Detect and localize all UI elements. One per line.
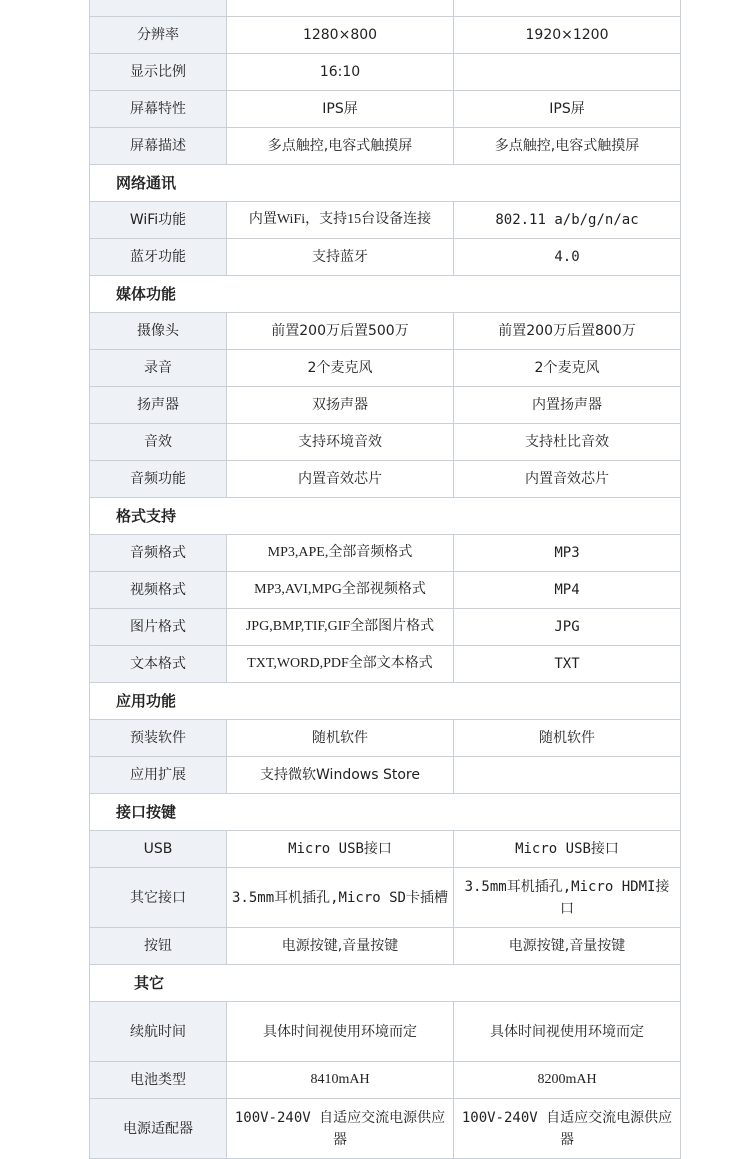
spec-label: WiFi功能: [90, 202, 227, 239]
spec-label: 其它接口: [90, 868, 227, 928]
section-title: 接口按键: [90, 794, 681, 831]
spec-label: 音效: [90, 424, 227, 461]
spec-value-model-2: [454, 0, 681, 17]
section-header-row: [90, 683, 681, 720]
spec-label: 视频格式: [90, 572, 227, 609]
spec-table-body: [90, 0, 681, 1159]
spec-value-model-1: 支持环境音效: [227, 424, 454, 461]
spec-row: [90, 202, 681, 239]
spec-value-model-1: 电源按键,音量按键: [227, 928, 454, 965]
spec-value-model-1: 双扬声器: [227, 387, 454, 424]
spec-label: 显示比例: [90, 54, 227, 91]
spec-value-model-1: 16:10: [227, 54, 454, 91]
spec-row: [90, 720, 681, 757]
spec-value-model-2: 内置扬声器: [454, 387, 681, 424]
section-title: 应用功能: [90, 683, 681, 720]
spec-row: [90, 424, 681, 461]
spec-value-model-2: 3.5mm耳机插孔,Micro HDMI接口: [454, 868, 681, 928]
spec-label: 图片格式: [90, 609, 227, 646]
spec-value-model-1: 2个麦克风: [227, 350, 454, 387]
spec-value-model-1: IPS屏: [227, 91, 454, 128]
spec-value-model-2: 支持杜比音效: [454, 424, 681, 461]
section-header-row: [90, 165, 681, 202]
spec-row: [90, 0, 681, 17]
spec-value-model-1: [227, 0, 454, 17]
spec-value-model-1: MP3,APE,全部音频格式: [227, 535, 454, 572]
spec-value-model-1: 1280×800: [227, 17, 454, 54]
spec-row: [90, 91, 681, 128]
spec-label: 续航时间: [90, 1002, 227, 1062]
spec-label: 扬声器: [90, 387, 227, 424]
spec-label: 摄像头: [90, 313, 227, 350]
spec-value-model-1: 具体时间视使用环境而定: [227, 1002, 454, 1062]
spec-label: 按钮: [90, 928, 227, 965]
spec-row: [90, 17, 681, 54]
spec-row: [90, 831, 681, 868]
spec-row: [90, 609, 681, 646]
spec-value-model-1: 前置200万后置500万: [227, 313, 454, 350]
spec-row: [90, 387, 681, 424]
spec-value-model-1: MP3,AVI,MPG全部视频格式: [227, 572, 454, 609]
spec-value-model-1: 支持蓝牙: [227, 239, 454, 276]
spec-value-model-2: 电源按键,音量按键: [454, 928, 681, 965]
spec-value-model-2: 4.0: [454, 239, 681, 276]
section-title: 其它: [90, 965, 681, 1002]
section-header-row: [90, 794, 681, 831]
spec-value-model-2: 802.11 a/b/g/n/ac: [454, 202, 681, 239]
spec-row: [90, 928, 681, 965]
spec-label: 分辨率: [90, 17, 227, 54]
spec-value-model-1: TXT,WORD,PDF全部文本格式: [227, 646, 454, 683]
spec-value-model-1: 100V-240V 自适应交流电源供应器: [227, 1099, 454, 1159]
spec-label: 应用扩展: [90, 757, 227, 794]
spec-row: [90, 572, 681, 609]
spec-table: [89, 0, 681, 1159]
spec-label: 电源适配器: [90, 1099, 227, 1159]
spec-value-model-2: [454, 54, 681, 91]
spec-label: 屏幕特性: [90, 91, 227, 128]
spec-value-model-2: 1920×1200: [454, 17, 681, 54]
section-title: 格式支持: [90, 498, 681, 535]
spec-row: [90, 54, 681, 91]
spec-value-model-2: 随机软件: [454, 720, 681, 757]
spec-value-model-1: 内置WiFi，支持15台设备连接: [227, 202, 454, 239]
spec-value-model-2: IPS屏: [454, 91, 681, 128]
spec-table-container: [89, 0, 680, 1159]
spec-label: [90, 0, 227, 17]
spec-label: 音频格式: [90, 535, 227, 572]
spec-row: [90, 128, 681, 165]
spec-value-model-2: 内置音效芯片: [454, 461, 681, 498]
spec-row: [90, 1002, 681, 1062]
spec-label: 录音: [90, 350, 227, 387]
section-header-row: [90, 276, 681, 313]
spec-label: 电池类型: [90, 1062, 227, 1099]
spec-row: [90, 646, 681, 683]
spec-label: 蓝牙功能: [90, 239, 227, 276]
spec-label: USB: [90, 831, 227, 868]
spec-value-model-2: TXT: [454, 646, 681, 683]
spec-value-model-2: [454, 757, 681, 794]
spec-label: 屏幕描述: [90, 128, 227, 165]
spec-value-model-1: 8410mAH: [227, 1062, 454, 1099]
spec-value-model-1: 支持微软Windows Store: [227, 757, 454, 794]
spec-value-model-2: 具体时间视使用环境而定: [454, 1002, 681, 1062]
spec-value-model-1: 内置音效芯片: [227, 461, 454, 498]
spec-value-model-1: 多点触控,电容式触摸屏: [227, 128, 454, 165]
spec-row: [90, 535, 681, 572]
spec-value-model-2: MP3: [454, 535, 681, 572]
section-header-row: [90, 498, 681, 535]
spec-value-model-1: 随机软件: [227, 720, 454, 757]
spec-label: 文本格式: [90, 646, 227, 683]
spec-value-model-2: MP4: [454, 572, 681, 609]
spec-label: 预装软件: [90, 720, 227, 757]
section-title: 媒体功能: [90, 276, 681, 313]
spec-row: [90, 239, 681, 276]
spec-value-model-2: 多点触控,电容式触摸屏: [454, 128, 681, 165]
spec-value-model-2: 8200mAH: [454, 1062, 681, 1099]
spec-row: [90, 461, 681, 498]
spec-value-model-2: 前置200万后置800万: [454, 313, 681, 350]
spec-row: [90, 757, 681, 794]
spec-value-model-2: 100V-240V 自适应交流电源供应器: [454, 1099, 681, 1159]
spec-row: [90, 350, 681, 387]
section-header-row: [90, 965, 681, 1002]
spec-value-model-1: Micro USB接口: [227, 831, 454, 868]
spec-value-model-1: JPG,BMP,TIF,GIF全部图片格式: [227, 609, 454, 646]
spec-value-model-2: JPG: [454, 609, 681, 646]
spec-value-model-1: 3.5mm耳机插孔,Micro SD卡插槽: [227, 868, 454, 928]
section-title: 网络通讯: [90, 165, 681, 202]
spec-row: [90, 868, 681, 928]
spec-row: [90, 1062, 681, 1099]
spec-row: [90, 313, 681, 350]
spec-value-model-2: Micro USB接口: [454, 831, 681, 868]
spec-value-model-2: 2个麦克风: [454, 350, 681, 387]
spec-label: 音频功能: [90, 461, 227, 498]
